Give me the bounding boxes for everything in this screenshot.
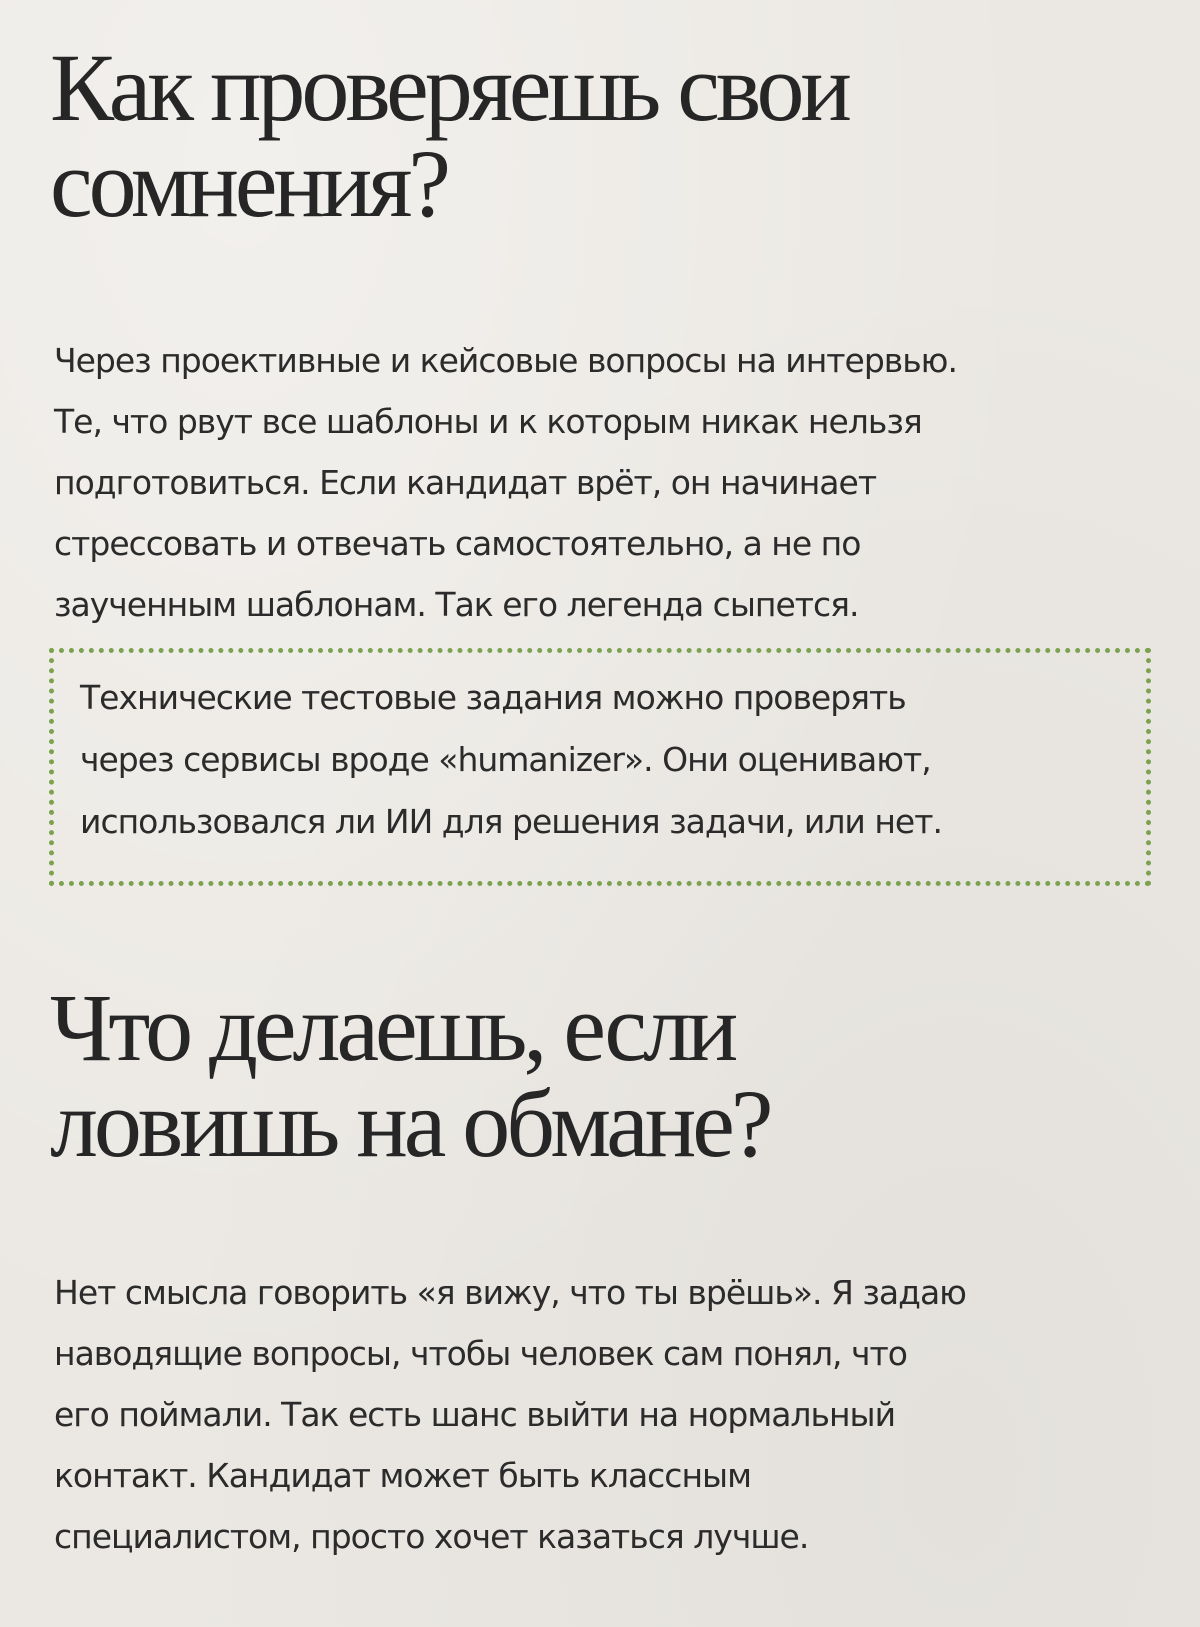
paragraph-line: подготовиться. Если кандидат врёт, он начинает [54, 463, 877, 502]
paragraph-line: Через проективные и кейсовые вопросы на интервью. [54, 341, 957, 380]
paragraph-line: его поймали. Так есть шанс выйти на нормальный [54, 1395, 896, 1434]
paragraph-doubts [54, 330, 957, 635]
section-heading-deception [50, 974, 770, 1177]
paragraph-line: наводящие вопросы, чтобы человек сам понял, что [54, 1334, 907, 1373]
note-text [80, 667, 942, 853]
section-heading-doubts [50, 34, 848, 237]
note-line: через сервисы вроде «humanizer». Они оценивают, [80, 740, 931, 779]
paragraph-line: специалистом, просто хочет казаться лучше. [54, 1517, 809, 1556]
note-line: использовался ли ИИ для решения задачи, или нет. [80, 802, 942, 841]
heading-line: сомнения? [50, 130, 448, 237]
note-callout-box [49, 648, 1151, 886]
paragraph-line: стрессовать и отвечать самостоятельно, а не по [54, 524, 861, 563]
heading-line: Как проверяешь свои [50, 34, 848, 141]
paragraph-line: Нет смысла говорить «я вижу, что ты врёшь». Я задаю [54, 1273, 966, 1312]
paragraph-line: контакт. Кандидат может быть классным [54, 1456, 751, 1495]
paragraph-line: заученным шаблонам. Так его легенда сыпется. [54, 585, 859, 624]
heading-line: ловишь на обмане? [50, 1070, 770, 1177]
heading-line: Что делаешь, если [50, 974, 735, 1081]
paragraph-deception [54, 1262, 966, 1567]
paragraph-line: Те, что рвут все шаблоны и к которым никак нельзя [54, 402, 922, 441]
note-line: Технические тестовые задания можно проверять [80, 678, 906, 717]
